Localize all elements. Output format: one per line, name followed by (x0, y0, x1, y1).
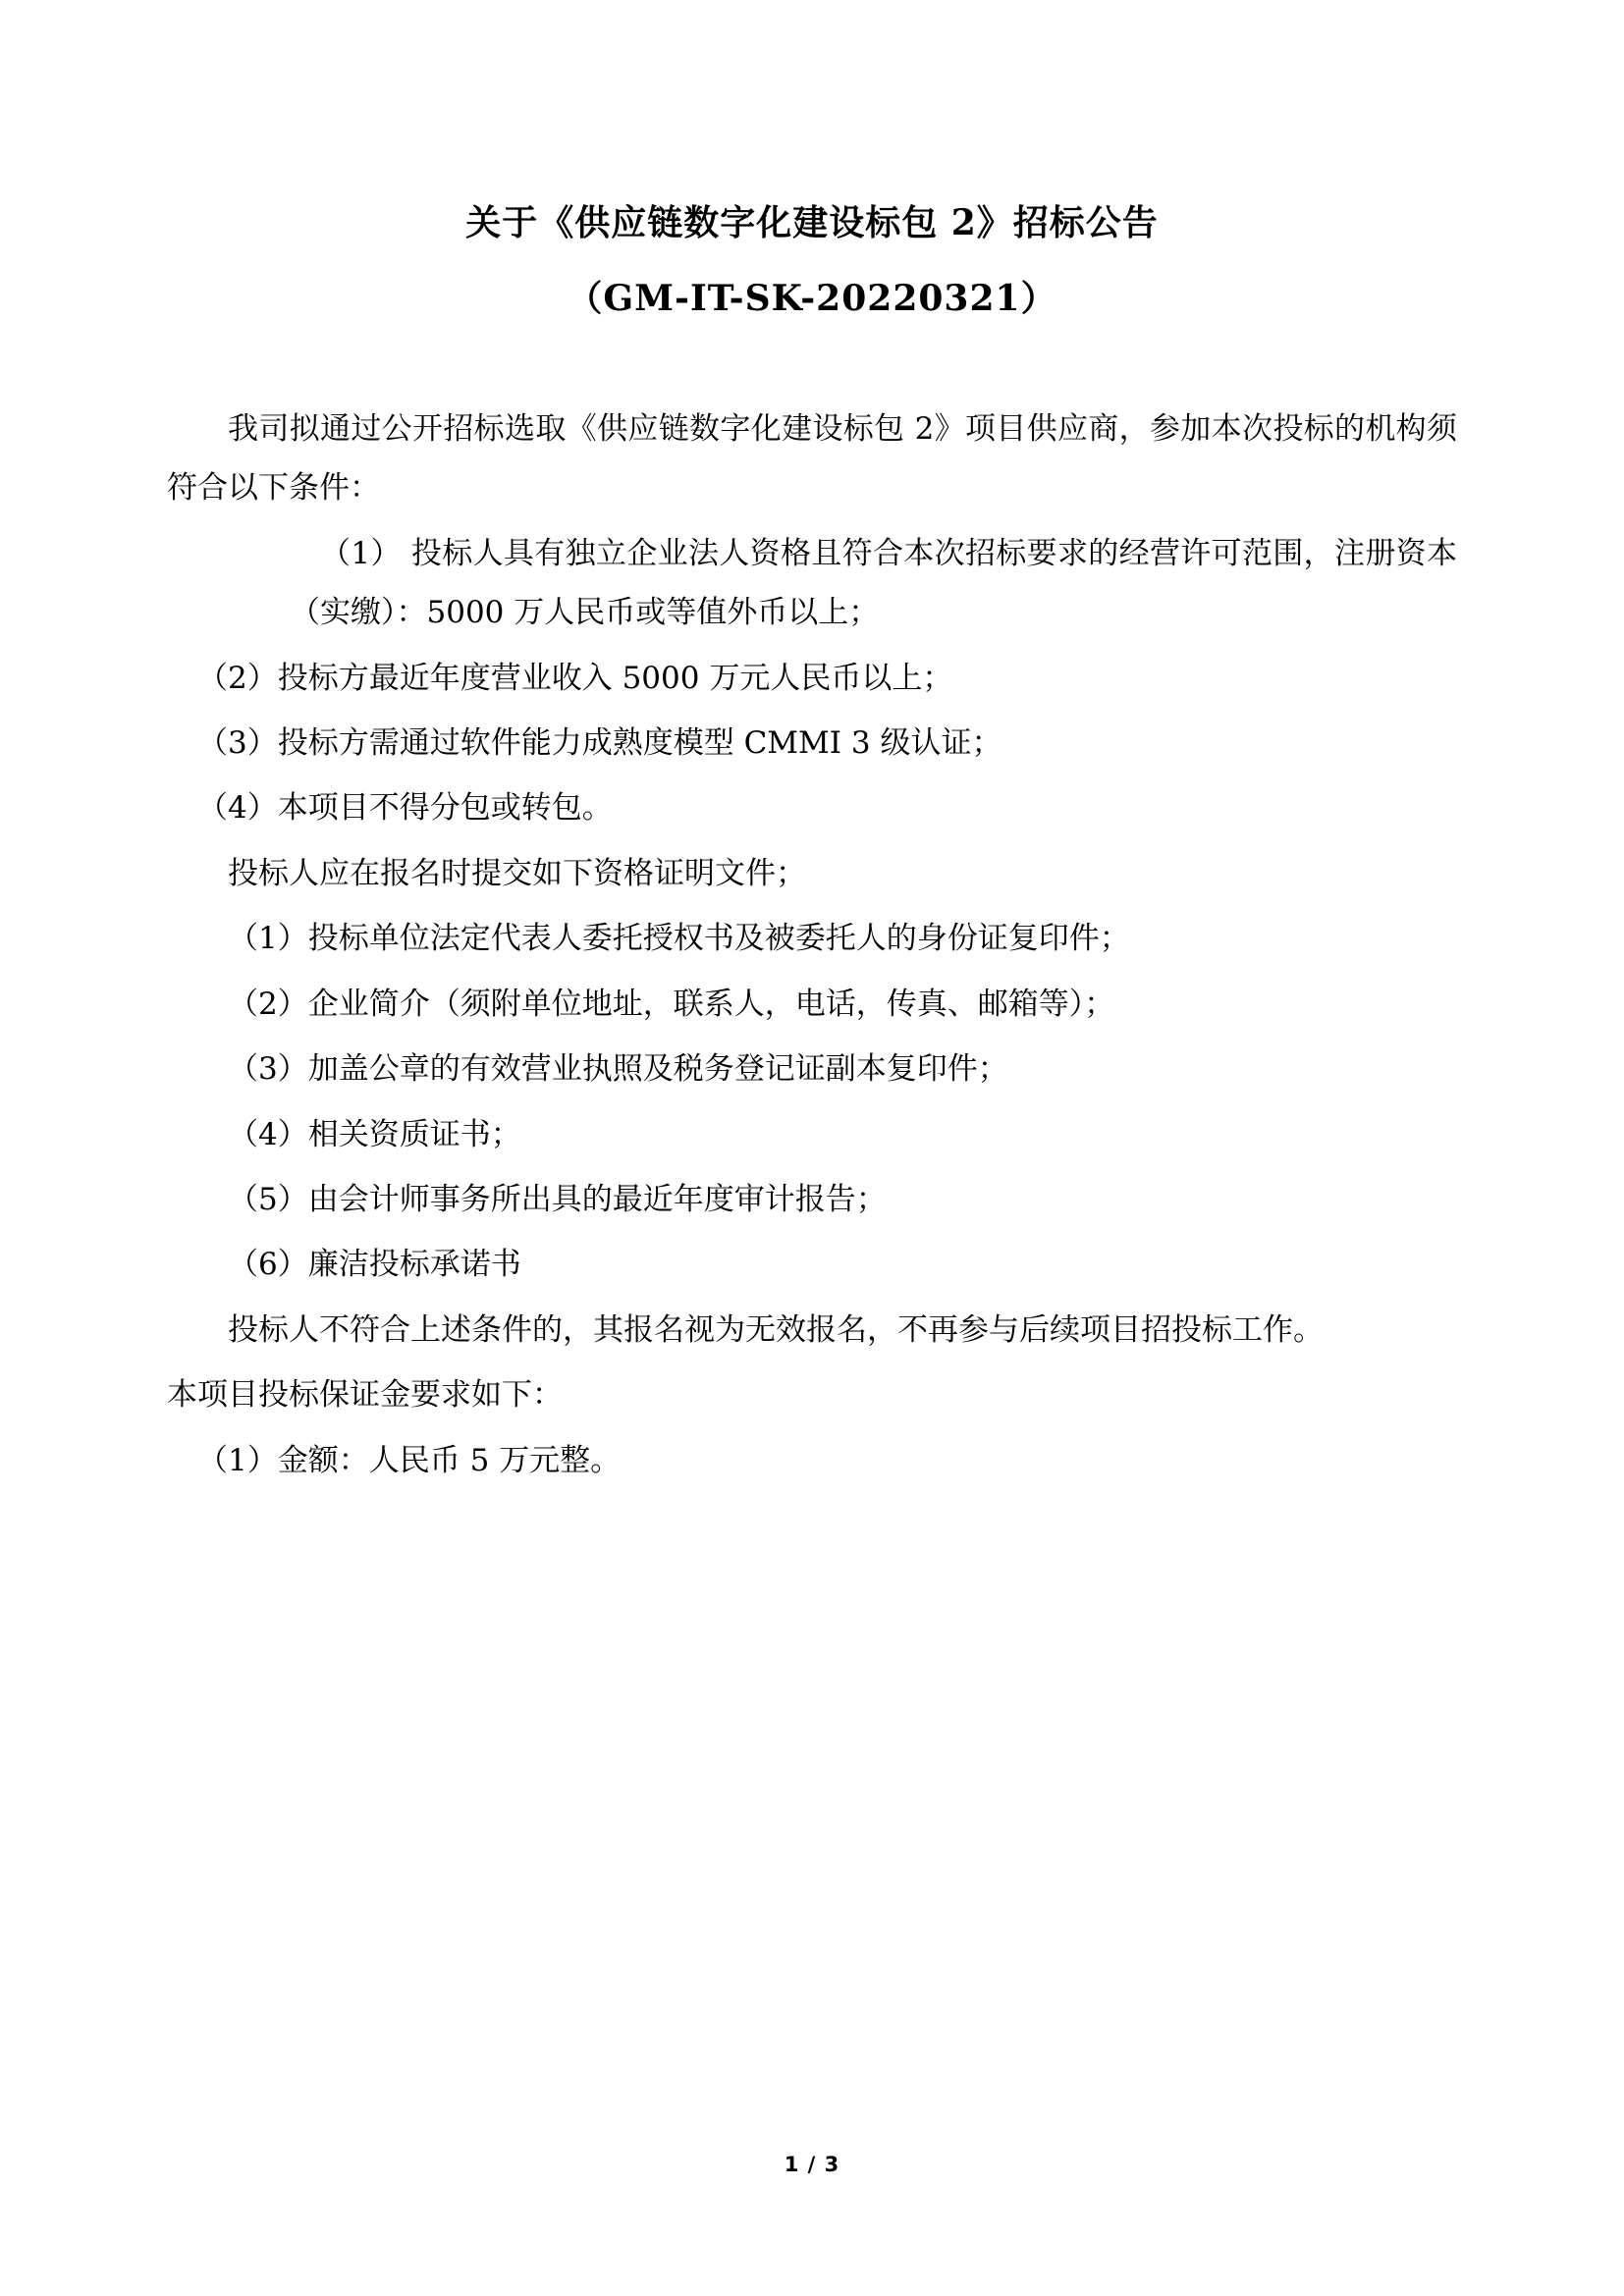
paragraph-condition-1: （1） 投标人具有独立企业法人资格且符合本次招标要求的经营许可范围，注册资本（实缴）：5000 万人民币或等值外币以上； (290, 535, 1457, 631)
paragraph-document-5: （5）由会计师事务所出具的最近年度审计报告； (228, 1182, 887, 1218)
paragraph-document-4: （4）相关资质证书； (228, 1116, 521, 1152)
paragraph-invalid-note: 投标人不符合上述条件的，其报名视为无效报名，不再参与后续项目招投标工作。 (228, 1311, 1324, 1348)
page-number: 1 / 3 (784, 2153, 840, 2176)
paragraph-document-3: （3）加盖公章的有效营业执照及税务登记证副本复印件； (228, 1051, 1008, 1088)
paragraph-condition-4: （4）本项目不得分包或转包。 (197, 790, 613, 827)
paragraph-condition-2: （2）投标方最近年度营业收入 5000 万元人民币以上； (197, 660, 953, 696)
document-body (167, 400, 1457, 1490)
document-title-block (167, 194, 1457, 329)
paragraph-document-6: （6）廉洁投标承诺书 (228, 1247, 521, 1283)
paragraph-deposit-lead: 本项目投标保证金要求如下： (167, 1377, 563, 1414)
paragraph-document-2: （2）企业简介（须附单位地址，联系人，电话，传真、邮箱等）； (228, 986, 1115, 1022)
paragraph-deposit-1: （1）金额：人民币 5 万元整。 (197, 1442, 622, 1478)
document-code: （GM-IT-SK-20220321） (567, 278, 1057, 320)
paragraph-documents-lead: 投标人应在报名时提交如下资格证明文件； (228, 855, 806, 891)
paragraph-document-1: （1）投标单位法定代表人委托授权书及被委托人的身份证复印件； (228, 921, 1130, 957)
paragraph-condition-3: （3）投标方需通过软件能力成熟度模型 CMMI 3 级认证； (197, 724, 1002, 761)
paragraph-intro: 我司拟通过公开招标选取《供应链数字化建设标包 2》项目供应商，参加本次投标的机构须符合以下条件： (167, 410, 1457, 507)
page-title: 关于《供应链数字化建设标包 2》招标公告 (465, 202, 1159, 243)
